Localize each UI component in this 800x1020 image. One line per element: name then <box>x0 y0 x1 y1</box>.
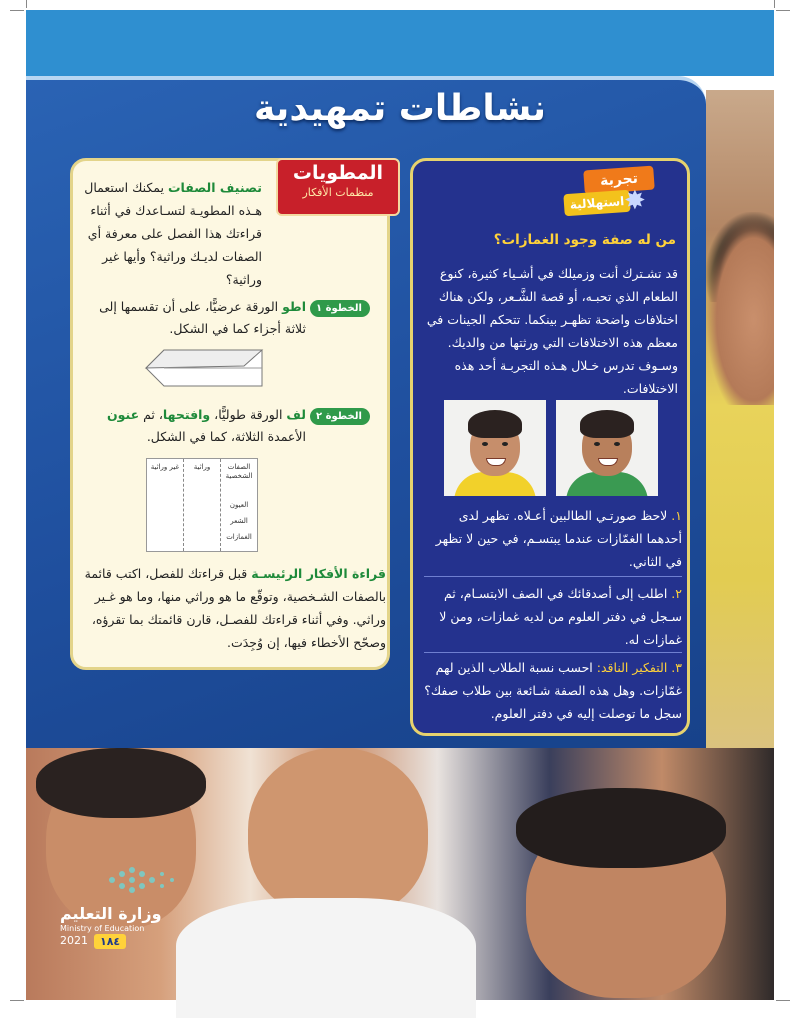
explore-body: قد تشـترك أنت وزميلك في أشـياء كثيرة، كنوع الطعام الذي تحبـه، أو قصة الشَّـعر، ولكن هناك اختلافات واضحة تظهـر بينكما. تتحكم الجينات في معظم هذه الاختلافات التي ورثتها من والديك. وسـوف تدرس خـلال هـذه التجربـة أحد هذه الاختلافات. <box>426 266 678 396</box>
divider <box>424 576 682 577</box>
folded-paper-illustration <box>144 346 264 390</box>
step-2-text-1: الورقة طوليًّا، <box>210 407 287 422</box>
step-number: ٣. <box>671 660 682 675</box>
divider <box>424 652 682 653</box>
leaflet-col-hereditary: وراثية <box>193 463 211 471</box>
explore-step-2 <box>424 582 682 651</box>
explore-step-2-text: اطلب إلى أصدقائك في الصف الابتسـام، ثم سـجل في دفتر العلوم من لديه غمازات، ومن لا غمازات له. <box>439 586 682 647</box>
leaflet-fold-2 <box>220 459 221 551</box>
step-2-text-2: ، ثم <box>139 407 163 422</box>
year: 2021 <box>60 934 88 947</box>
ministry-name-ar: وزارة التعليم <box>60 904 162 923</box>
crop-mark <box>776 1000 790 1001</box>
student-hair <box>580 410 634 438</box>
right-student-face <box>706 215 774 405</box>
leaflet-col-nonhereditary: غير وراثية <box>150 463 180 471</box>
student-photo-dimples <box>444 400 546 496</box>
explore-step-1 <box>424 504 682 573</box>
step-number: ١. <box>671 508 682 523</box>
student-eye <box>502 442 508 446</box>
page-title: نشاطات تمهيدية <box>253 88 547 129</box>
student-face <box>248 748 428 918</box>
crop-mark <box>776 10 790 11</box>
crop-mark <box>10 1000 24 1001</box>
student-hair <box>36 748 206 818</box>
reading-main-ideas <box>84 562 386 654</box>
intro-text: يمكنك استعمال هـذه المطويـة لتسـاعدك في أثناء قراءتك هذا الفصل على معرفة أي الصفات لديـك وراثية؟ وأيها غير وراثية؟ <box>84 180 262 287</box>
right-student-photo <box>706 90 774 790</box>
leaflet-fold-1 <box>183 459 184 551</box>
leaflet-col-traits: الصفات الشخصية <box>225 463 253 480</box>
step-1-body: الورقة عرضيًّا، على أن تقسمها إلى ثلاثة أجزاء كما في الشكل. <box>99 299 306 336</box>
explore-step-3 <box>424 656 682 725</box>
student-hair <box>468 410 522 438</box>
leaflet-row-eyes: العيون <box>229 501 249 509</box>
three-column-leaflet <box>146 458 258 552</box>
student-eye <box>482 442 488 446</box>
explore-badge-bottom: استهلالية <box>563 190 630 217</box>
foldables-badge-sub: منظمات الأفكار <box>302 186 374 199</box>
crop-mark <box>26 0 27 8</box>
step-1-strong: اطو <box>282 299 306 314</box>
reading-strong: قراءة الأفكار الرئيسـة <box>251 566 386 581</box>
foldables-badge-main: المطويات <box>292 162 384 184</box>
step-2-strong-1: لف <box>286 407 306 422</box>
ministry-logo-dots-icon <box>102 860 182 900</box>
explore-step-1-text: لاحظ صورتـي الطالبين أعـلاه. تظهر لدى أحدهما الغمّازات عندما يبتسـم، في حين لا تظهر في الثاني. <box>435 508 682 569</box>
step-2-badge: الخطوة ٢ <box>310 408 370 425</box>
step-2-strong-3: عنون <box>106 407 140 422</box>
top-color-band <box>26 10 774 76</box>
student-eye <box>594 442 600 446</box>
crop-mark <box>774 0 775 8</box>
crop-mark <box>10 10 24 11</box>
step-2-text-3: الأعمدة الثلاثة، كما في الشكل. <box>146 429 306 444</box>
step-1-text <box>84 296 306 340</box>
step-2-strong-2: وافتحها <box>162 407 211 422</box>
explore-badge <box>562 168 658 220</box>
step-2-text <box>84 404 306 448</box>
student-hair <box>516 788 726 868</box>
explore-badge-top: تجربة <box>583 166 655 195</box>
leaflet-row-dimples: الغمازات <box>226 533 252 541</box>
ministry-name-en: Ministry of Education <box>60 924 145 933</box>
burst-icon: ✸ <box>624 186 646 216</box>
student-eye <box>614 442 620 446</box>
explore-step-3-text: احسب نسبة الطلاب الذين لهم غمّازات. وهل هذه الصفة شـائعة بين طلاب صفك؟ سجل ما توصلت إليه في دفتر العلوم. <box>424 660 682 721</box>
intro-strong: تصنيف الصفات <box>167 180 262 195</box>
explore-question: من له صفة وجود الغمازات؟ <box>493 232 676 248</box>
leaflet-row-hair: الشعر <box>230 517 248 525</box>
foldables-badge <box>276 158 400 216</box>
student-photo-no-dimples <box>556 400 658 496</box>
reading-body: قبل قراءتك للفصل، اكتب قائمة بالصفات الشـخصية، وتوقّع ما هو وراثي منها، وما هو غـير وراثي. وفي أثناء قراءتك للفصـل، قارن قائمتك بما تقرؤه، وصحّح الأخطاء فيها، إن وُجِدَت. <box>84 566 386 650</box>
critical-thinking-label: التفكير الناقد: <box>596 660 668 675</box>
page-number: ١٨٤ <box>94 934 126 949</box>
step-number: ٢. <box>671 586 682 601</box>
student-shirt <box>176 898 476 1018</box>
step-1-badge: الخطوة ١ <box>310 300 370 317</box>
foldables-intro <box>84 176 262 291</box>
